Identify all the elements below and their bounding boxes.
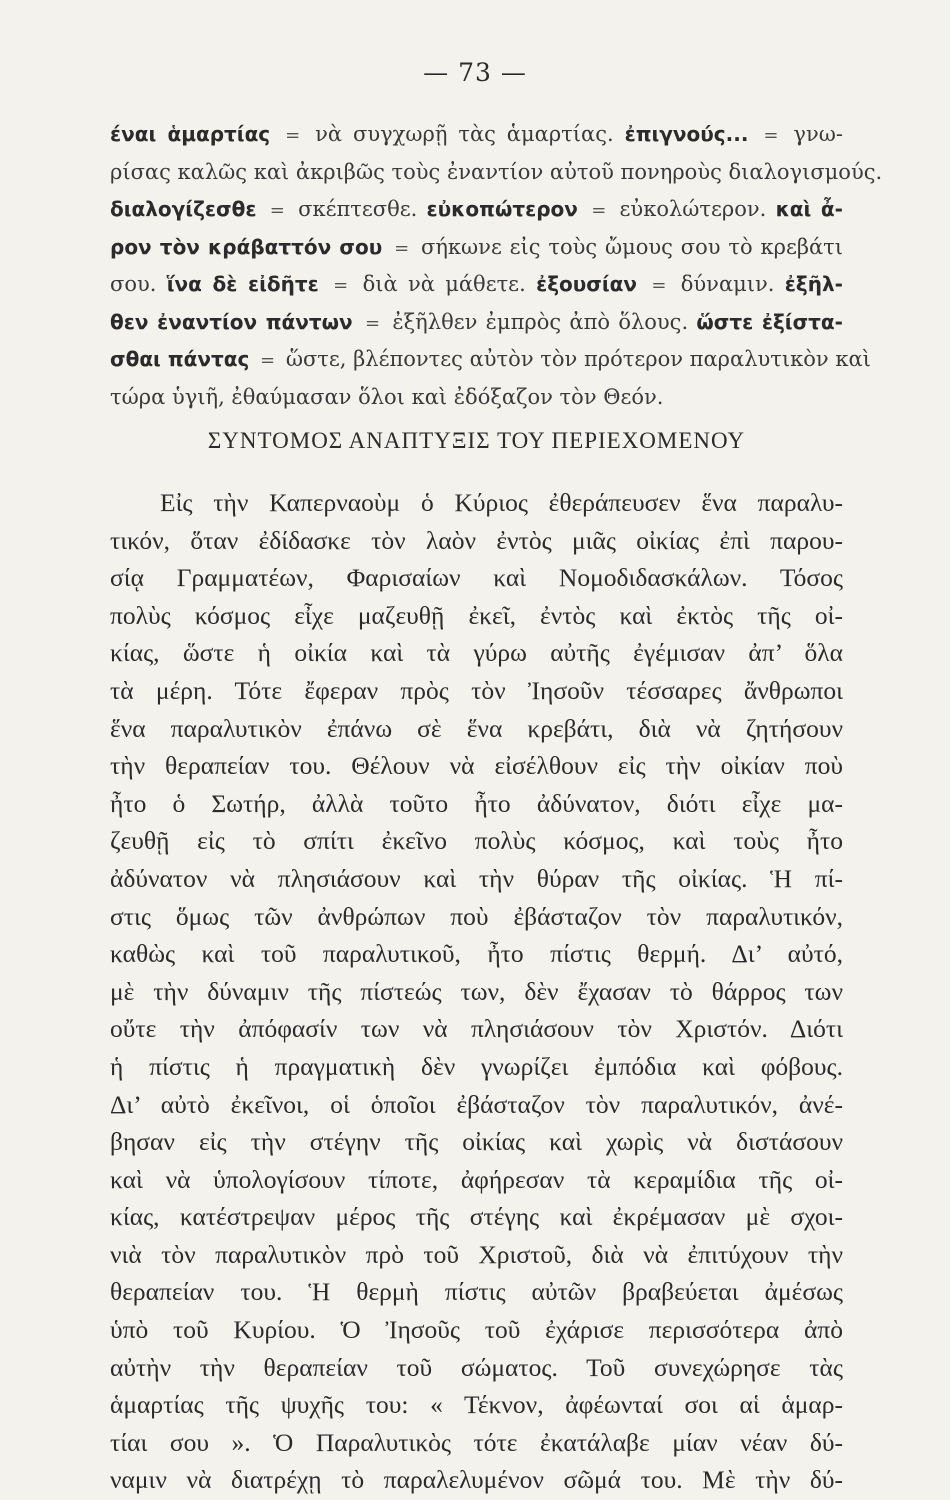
glossary-definition: ἐξῆλθεν ἐμπρὸς ἀπὸ ὅλους. xyxy=(392,309,689,334)
glossary-definition: εὐκολώτερον. xyxy=(619,197,767,221)
glossary-definition: τώρα ὑγιῆ, ἐθαύμασαν ὅλοι καὶ ἐδόξαζον τὸν Θεόν. xyxy=(110,384,664,409)
equals-sign: = xyxy=(333,275,349,296)
body-line: θεραπείαν του. Ἡ θερμὴ πίστις αὐτῶν βραβεύεται ἀμέσως xyxy=(110,1277,843,1307)
body-line: ἕνα παραλυτικὸν ἐπάνω σὲ ἕνα κρεβάτι, διὰ νὰ ζητήσουν xyxy=(110,713,843,743)
glossary-term: ὥστε ἐξίστα- xyxy=(696,309,843,334)
glossary-definition: σκέπτεσθε. xyxy=(298,197,418,221)
equals-sign: = xyxy=(269,200,285,221)
section-title: ΣΥΝΤΟΜΟΣ ΑΝΑΠΤΥΞΙΣ ΤΟΥ ΠΕΡΙΕΧΟΜΕΝΟΥ xyxy=(207,428,746,453)
glossary-definition: σήκωνε εἰς τοὺς ὤμους σου τὸ κρεβάτι xyxy=(421,234,843,259)
glossary-line xyxy=(110,341,871,379)
body-line: νιὰ τὸν παραλυτικὸν πρὸ τοῦ Χριστοῦ, διὰ νὰ ἐπιτύχουν τὴν xyxy=(110,1239,843,1269)
glossary-term: σθαι πάντας xyxy=(110,347,250,371)
body-line: ἡ πίστις ἡ πραγματικὴ δὲν γνωρίζει ἐμπόδια καὶ φόβους. xyxy=(110,1051,843,1081)
glossary-definition: δύναμιν. xyxy=(680,272,775,296)
glossary-line xyxy=(110,266,843,304)
equals-sign: = xyxy=(285,125,301,146)
body-line: ἦτο ὁ Σωτήρ, ἀλλὰ τοῦτο ἦτο ἀδύνατον, διότι εἶχε μα- xyxy=(110,788,843,818)
body-line: τὴν θεραπείαν του. Θέλουν νὰ εἰσέλθουν εἰς τὴν οἰκίαν ποὺ xyxy=(110,751,843,781)
glossary-line xyxy=(110,191,843,229)
glossary-definition: ὥστε, βλέποντες αὐτὸν τὸν πρότερον παραλυτικὸν καὶ xyxy=(285,347,871,371)
glossary-line xyxy=(110,304,843,342)
glossary-term: ἐξουσίαν xyxy=(536,272,638,296)
glossary-definition: διὰ νὰ μάθετε. xyxy=(362,272,526,296)
glossary-definition: γνω- xyxy=(793,122,843,146)
body-text xyxy=(110,484,843,1499)
glossary-definition: σου. xyxy=(110,272,157,296)
glossary-term: ἵνα δὲ εἰδῆτε xyxy=(166,272,319,296)
equals-sign: = xyxy=(763,125,779,146)
glossary-line xyxy=(110,116,843,154)
glossary-line xyxy=(110,229,843,267)
glossary-definition: νὰ συγχωρῇ τὰς ἁμαρτίας. xyxy=(315,122,614,146)
body-line: σίᾳ Γραμματέων, Φαρισαίων καὶ Νομοδιδασκάλων. Τόσος xyxy=(110,563,843,593)
glossary-term: ἐπιγνούς... xyxy=(624,122,749,146)
glossary-term: ἐξῆλ- xyxy=(784,272,843,296)
body-line: Δι’ αὐτὸ ἐκεῖνοι, οἱ ὁποῖοι ἐβάσταζον τὸν παραλυτικόν, ἀνέ- xyxy=(110,1089,843,1119)
body-line: κίας, ὥστε ἡ οἰκία καὶ τὰ γύρω αὐτῆς ἐγέμισαν ἀπ’ ὅλα xyxy=(110,638,843,668)
body-line: τίαι σου ». Ὁ Παραλυτικὸς τότε ἐκατάλαβε μίαν νέαν δύ- xyxy=(110,1427,843,1457)
body-line: καθὼς καὶ τοῦ παραλυτικοῦ, ἦτο πίστις θερμή. Δι’ αὐτό, xyxy=(110,939,843,969)
glossary-term: διαλογίζεσθε xyxy=(110,197,257,221)
body-line: κίας, κατέστρεψαν μέρος τῆς στέγης καὶ ἐκρέμασαν μὲ σχοι- xyxy=(110,1202,843,1232)
glossary-term: καὶ ἆ- xyxy=(775,197,843,221)
glossary-term: ρον τὸν κράβαττόν σου xyxy=(110,234,383,259)
equals-sign: = xyxy=(364,312,381,334)
body-line: καὶ νὰ ὑπολογίσουν τίποτε, ἀφήρεσαν τὰ κεραμίδια τῆς οἰ- xyxy=(110,1164,843,1194)
equals-sign: = xyxy=(651,275,667,296)
body-line: βησαν εἰς τὴν στέγην τῆς οἰκίας καὶ χωρὶς νὰ διστάσουν xyxy=(110,1127,843,1157)
glossary-notes xyxy=(110,116,883,416)
equals-sign: = xyxy=(394,237,410,259)
body-line: ναμιν νὰ διατρέχῃ τὸ παραλελυμένον σῶμά του. Μὲ τὴν δύ- xyxy=(110,1465,843,1495)
glossary-definition: ρίσας καλῶς καὶ ἀκριβῶς τοὺς ἐναντίον αὐτοῦ πονηροὺς διαλογισμούς. xyxy=(110,159,883,184)
glossary-term: θεν ἐναντίον πάντων xyxy=(110,309,353,334)
body-line: ἁμαρτίας τῆς ψυχῆς του: « Τέκνον, ἀφέωνταί σοι αἱ ἁμαρ- xyxy=(110,1390,843,1420)
body-line: μὲ τὴν δύναμιν τῆς πίστεώς των, δὲν ἔχασαν τὸ θάρρος των xyxy=(110,976,843,1006)
body-line: αὐτὴν τὴν θεραπείαν τοῦ σώματος. Τοῦ συνεχώρησε τὰς xyxy=(110,1352,843,1382)
glossary-line xyxy=(110,379,843,417)
equals-sign: = xyxy=(591,200,607,221)
body-line: ἀδύνατον νὰ πλησιάσουν καὶ τὴν θύραν τῆς οἰκίας. Ἡ πί- xyxy=(110,863,843,893)
glossary-line xyxy=(110,154,883,192)
body-line: τικόν, ὅταν ἐδίδασκε τὸν λαὸν ἐντὸς μιᾶς οἰκίας ἐπὶ παρου- xyxy=(110,525,843,555)
body-line: τὰ μέρη. Τότε ἔφεραν πρὸς τὸν Ἰησοῦν τέσσαρες ἄνθρωποι xyxy=(110,675,843,705)
equals-sign: = xyxy=(260,350,276,371)
body-line: Εἰς τὴν Καπερναοὺμ ὁ Κύριος ἐθεράπευσεν ἕνα παραλυ- xyxy=(160,488,843,517)
body-line: ζευθῇ εἰς τὸ σπίτι ἐκεῖνο πολὺς κόσμος, καὶ τοὺς ἦτο xyxy=(110,826,843,856)
body-line: πολὺς κόσμος εἶχε μαζευθῇ ἐκεῖ, ἐντὸς καὶ ἐκτὸς τῆς οἰ- xyxy=(110,600,843,630)
body-line: στις ὅμως τῶν ἀνθρώπων ποὺ ἐβάσταζον τὸν παραλυτικόν, xyxy=(110,901,843,931)
page-number: — 73 — xyxy=(423,58,527,87)
glossary-term: εὐκοπώτερον xyxy=(426,197,578,221)
glossary-term: έναι ἁμαρτίας xyxy=(110,122,271,146)
body-line: οὔτε τὴν ἀπόφασίν των νὰ πλησιάσουν τὸν Χριστόν. Διότι xyxy=(110,1014,843,1044)
body-line: ὑπὸ τοῦ Κυρίου. Ὁ Ἰησοῦς τοῦ ἐχάρισε περισσότερα ἀπὸ xyxy=(110,1315,843,1345)
